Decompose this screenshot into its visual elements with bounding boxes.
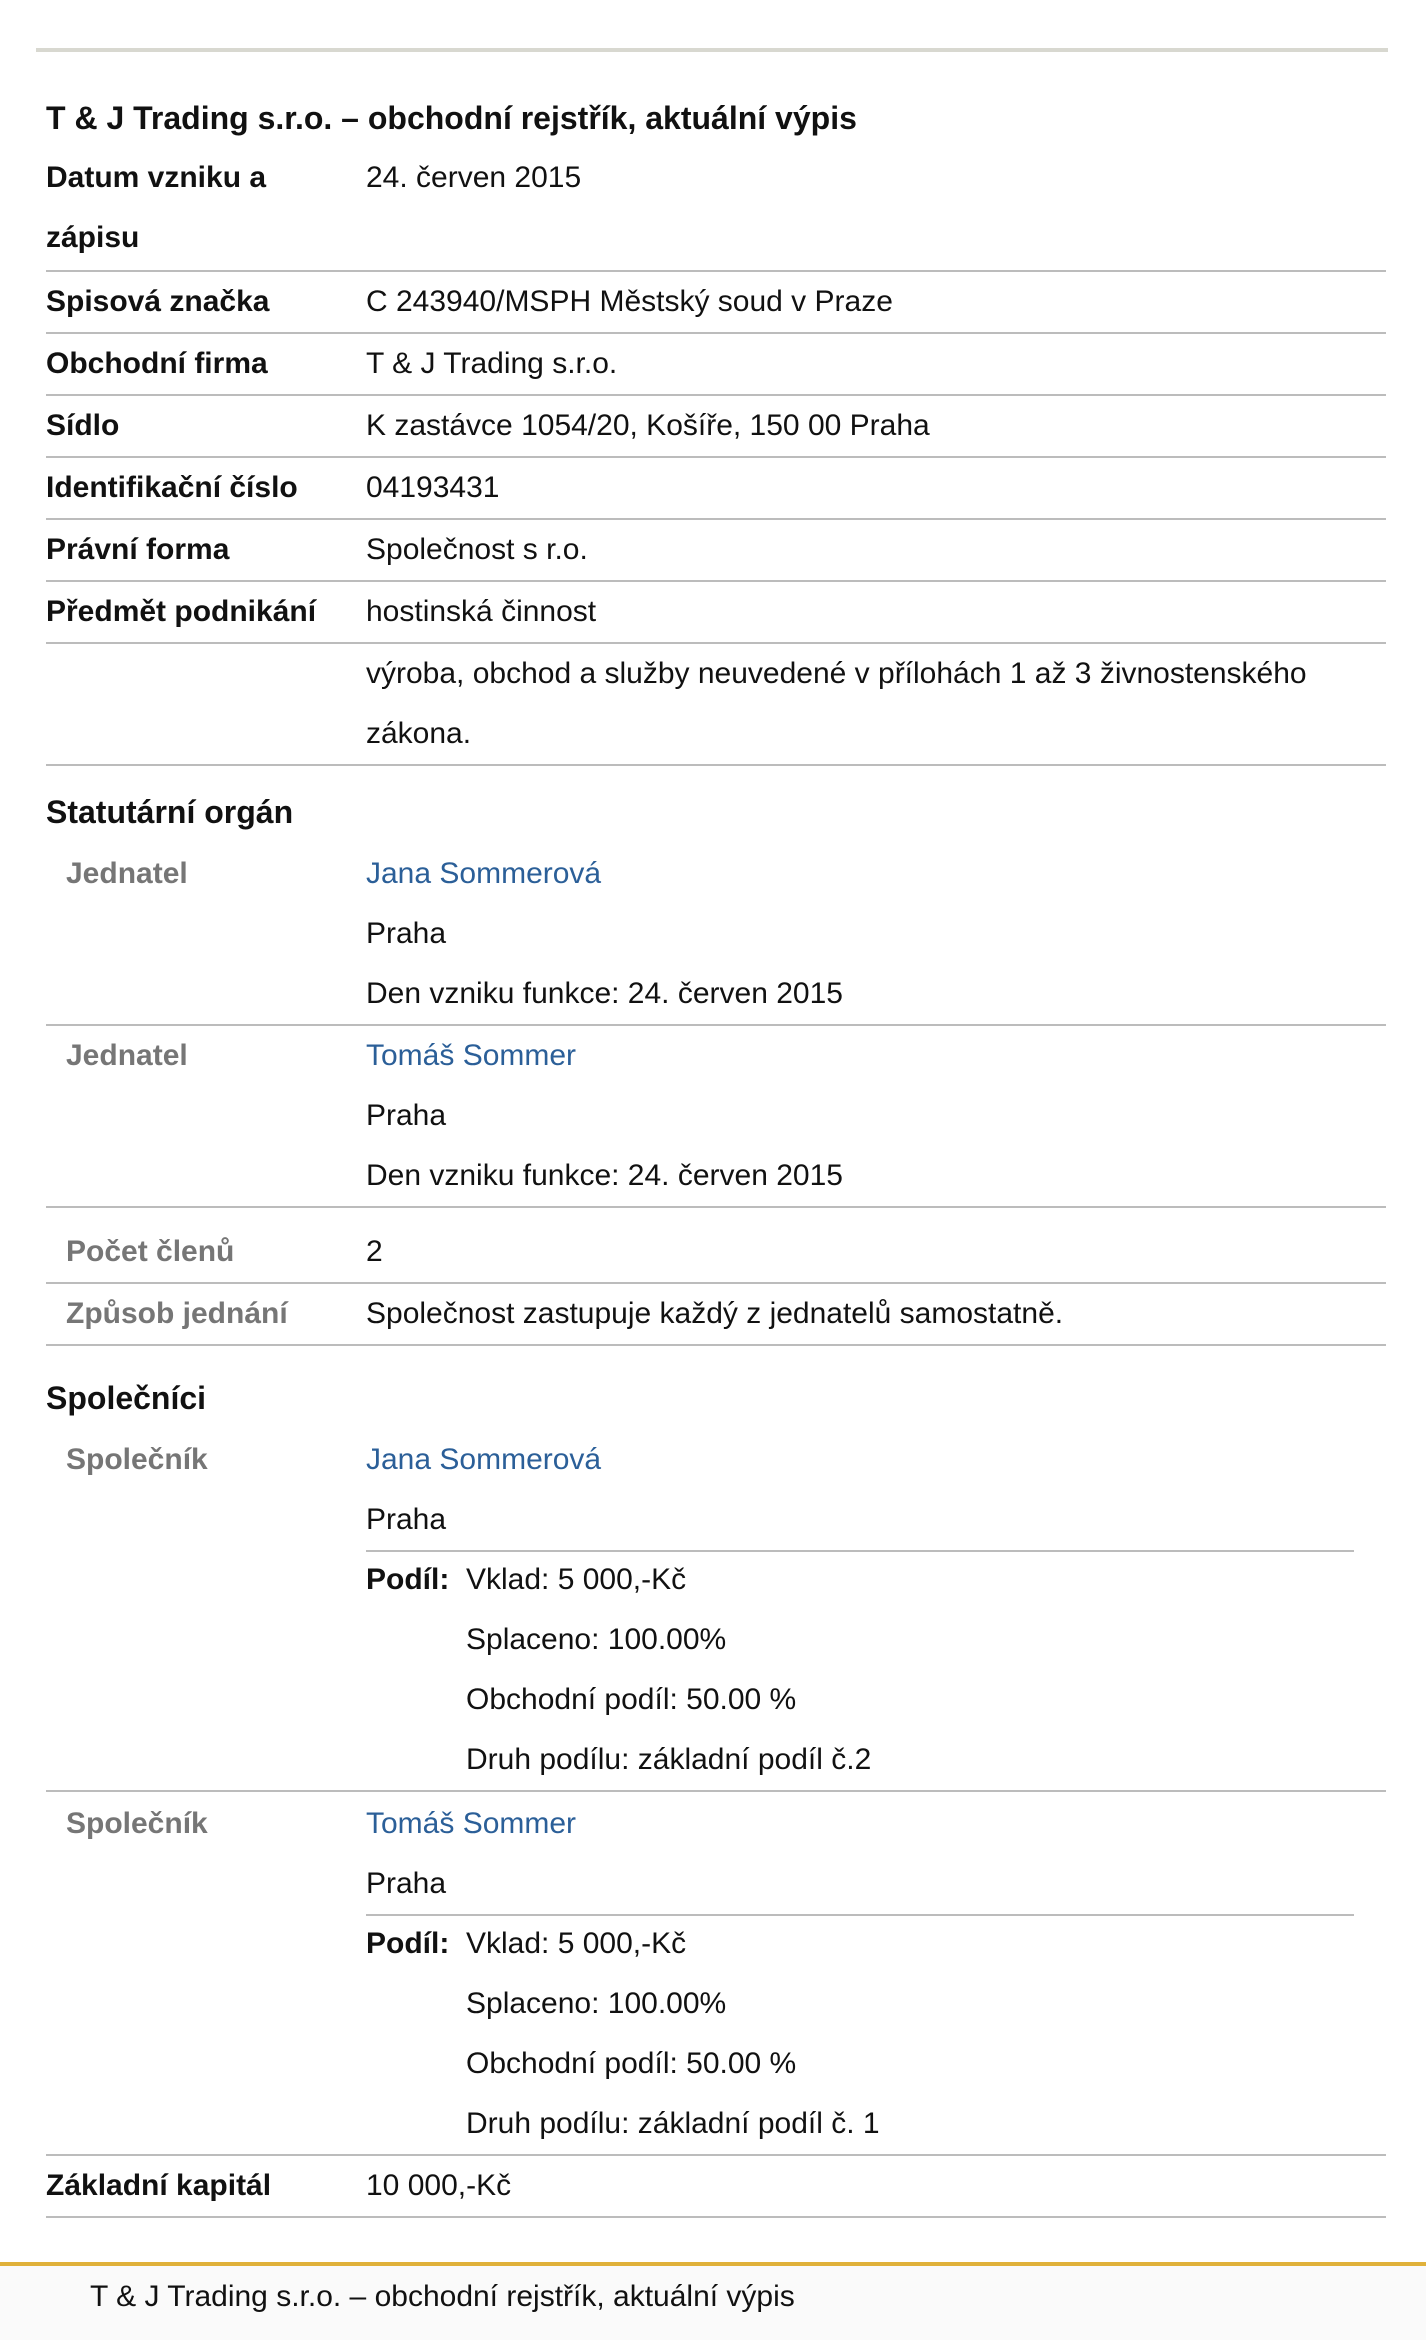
row-value: 2 [366, 1235, 383, 1268]
row-value: T & J Trading s.r.o. [366, 347, 618, 380]
row-value: 24. červen 2015 [366, 161, 582, 194]
share-percent: Obchodní podíl: 50.00 % [466, 1683, 797, 1716]
statutory-member [46, 844, 1386, 1026]
row-business-activity-2 [46, 644, 1386, 766]
row-company-name [46, 334, 1386, 396]
row-file-number [46, 272, 1386, 334]
row-value: 10 000,-Kč [366, 2169, 512, 2202]
partner-name-link[interactable]: Tomáš Sommer [366, 1807, 577, 1840]
share-kind: Druh podílu: základní podíl č.2 [466, 1743, 872, 1776]
member-since: Den vzniku funkce: 24. červen 2015 [366, 977, 843, 1010]
row-label: Datum vzniku a zápisu [46, 161, 267, 254]
row-label: Základní kapitál [46, 2169, 272, 2202]
member-city: Praha [366, 917, 447, 950]
row-value: Společnost s r.o. [366, 533, 588, 566]
share-kind: Druh podílu: základní podíl č. 1 [466, 2107, 880, 2140]
row-label: Právní forma [46, 533, 230, 566]
partner-name-link[interactable]: Jana Sommerová [366, 1443, 602, 1476]
share-percent: Obchodní podíl: 50.00 % [466, 2047, 797, 2080]
row-legal-form [46, 520, 1386, 582]
row-member-count [46, 1222, 1386, 1284]
partner-city: Praha [366, 1867, 447, 1900]
row-value: K zastávce 1054/20, Košíře, 150 00 Praha [366, 409, 930, 442]
partner [46, 1794, 1386, 2156]
share-paid: Splaceno: 100.00% [466, 1623, 727, 1656]
member-role: Jednatel [66, 857, 188, 890]
share-deposit: Vklad: 5 000,-Kč [466, 1563, 687, 1596]
row-label: Sídlo [46, 409, 120, 442]
share-label: Podíl: [366, 1927, 450, 1960]
statutory-member [46, 1026, 1386, 1208]
footer-text: T & J Trading s.r.o. – obchodní rejstřík, aktuální výpis [90, 2280, 795, 2313]
partner-role: Společník [66, 1443, 208, 1476]
row-value: C 243940/MSPH Městský soud v Praze [366, 285, 893, 318]
row-founding-date [46, 148, 1386, 272]
member-name-link[interactable]: Jana Sommerová [366, 857, 602, 890]
row-representation-method [46, 1284, 1386, 1346]
share-deposit: Vklad: 5 000,-Kč [466, 1927, 687, 1960]
row-seat [46, 396, 1386, 458]
partner [46, 1430, 1386, 1792]
row-business-activity [46, 582, 1386, 644]
row-value: hostinská činnost [366, 595, 597, 628]
row-value: výroba, obchod a služby neuvedené v přílohách 1 až 3 živnostenského zákona. [366, 657, 1307, 750]
row-id-number [46, 458, 1386, 520]
partner-city: Praha [366, 1503, 447, 1536]
row-label: Obchodní firma [46, 347, 268, 380]
row-label: Předmět podnikání [46, 595, 317, 628]
member-since: Den vzniku funkce: 24. červen 2015 [366, 1159, 843, 1192]
page-title: T & J Trading s.r.o. – obchodní rejstřík, aktuální výpis [46, 100, 857, 136]
row-value: 04193431 [366, 471, 500, 504]
row-label: Spisová značka [46, 285, 270, 318]
row-share-capital [46, 2156, 1386, 2218]
page-footer [0, 2262, 1426, 2340]
member-role: Jednatel [66, 1039, 188, 1072]
member-city: Praha [366, 1099, 447, 1132]
section-heading-partners: Společníci [46, 1380, 207, 1416]
share-label: Podíl: [366, 1563, 450, 1596]
member-name-link[interactable]: Tomáš Sommer [366, 1039, 577, 1072]
partner-role: Společník [66, 1807, 208, 1840]
share-paid: Splaceno: 100.00% [466, 1987, 727, 2020]
row-label: Identifikační číslo [46, 471, 298, 504]
register-extract [36, 48, 1388, 2232]
row-value: Společnost zastupuje každý z jednatelů samostatně. [366, 1297, 1064, 1330]
row-label: Počet členů [66, 1235, 235, 1268]
row-label: Způsob jednání [66, 1297, 288, 1330]
section-heading-statutory: Statutární orgán [46, 794, 294, 830]
